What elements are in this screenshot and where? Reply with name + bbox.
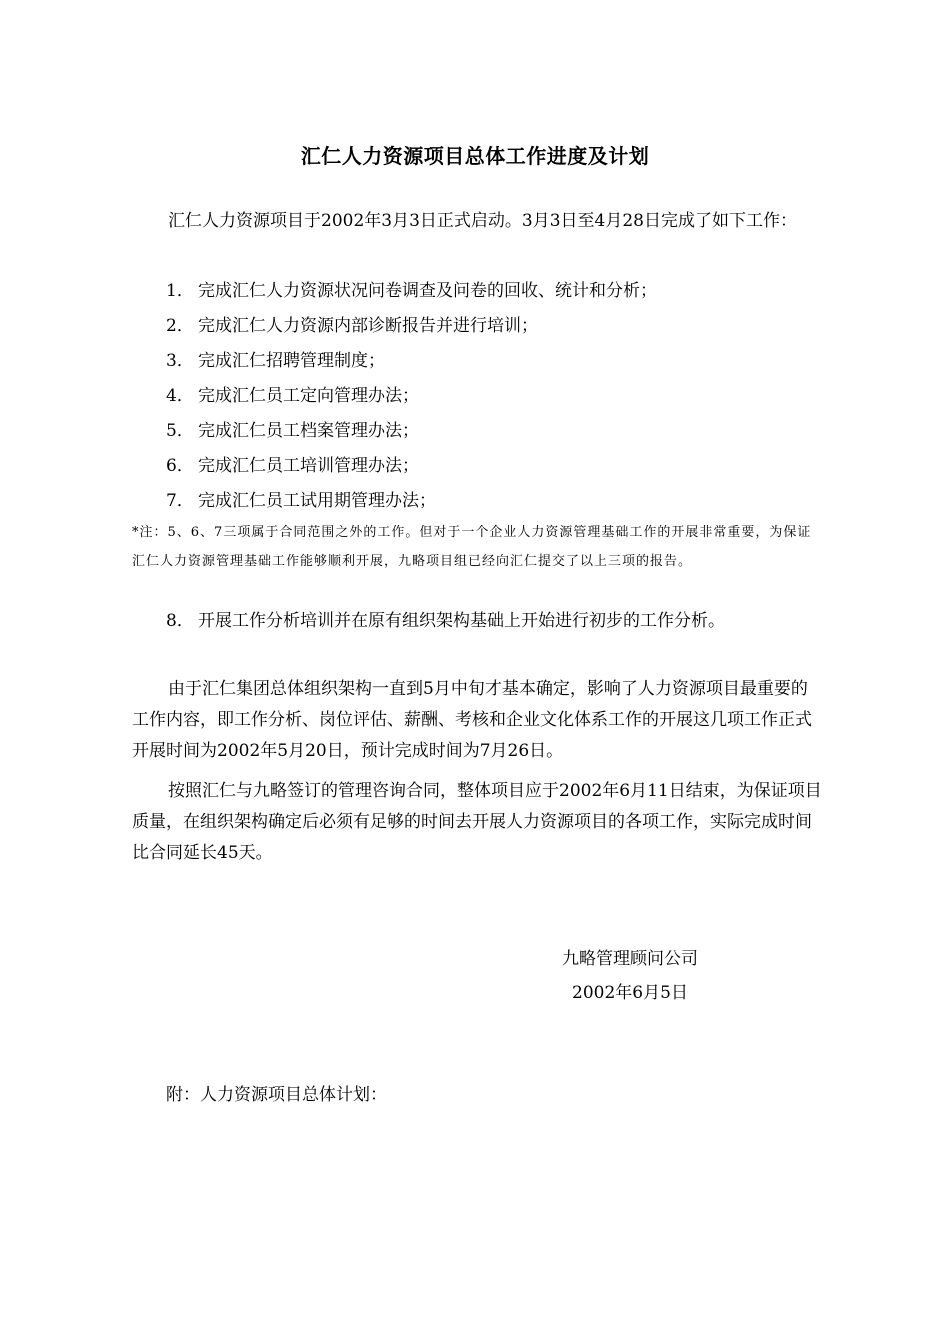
item-8-list [166,606,725,641]
list-item [166,346,657,381]
signature-date: 2002年6月5日 [572,983,688,1003]
list-item [166,416,657,451]
list-item-text: 完成汇仁人力资源内部诊断报告并进行培训； [198,316,538,336]
list-item [166,606,725,641]
intro-paragraph: 汇仁人力资源项目于2002年3月3日正式启动。3月3日至4月28日完成了如下工作： [168,211,797,231]
list-item-text: 开展工作分析培训并在原有组织架构基础上开始进行初步的工作分析。 [198,611,725,631]
list-item-number: 5． [166,421,194,441]
list-item [166,486,657,521]
list-item [166,311,657,346]
list-item-text: 完成汇仁员工试用期管理办法； [198,491,436,511]
list-item-number: 8． [166,611,194,631]
footnote: *注：5、6、7三项属于合同范围之外的工作。但对于一个企业人力资源管理基础工作的开展非常重要，为保证汇仁人力资源管理基础工作能够顺利开展，九略项目组已经向汇仁提交了以上三项的报告。 [132,525,812,569]
signature-organization: 九略管理顾问公司 [562,949,698,969]
delay-paragraph: 由于汇仁集团总体组织架构一直到5月中旬才基本确定，影响了人力资源项目最重要的工作内容，即工作分析、岗位评估、薪酬、考核和企业文化体系工作的开展这几项工作正式开展时间为2002年5月20日，预计完成时间为7月26日。 [132,679,812,761]
list-item [166,276,657,311]
list-item-text: 完成汇仁员工培训管理办法； [198,456,419,476]
list-item [166,451,657,486]
completed-work-list [166,276,657,521]
list-item-number: 2． [166,316,194,336]
appendix-label: 附：人力资源项目总体计划： [166,1085,387,1105]
page-title: 汇仁人力资源项目总体工作进度及计划 [300,144,650,168]
list-item-text: 完成汇仁人力资源状况问卷调查及问卷的回收、统计和分析； [198,281,657,301]
list-item [166,381,657,416]
contract-paragraph: 按照汇仁与九略签订的管理咨询合同，整体项目应于2002年6月11日结束，为保证项目质量，在组织架构确定后必须有足够的时间去开展人力资源项目的各项工作，实际完成时间比合同延长45天。 [132,781,822,863]
list-item-text: 完成汇仁员工档案管理办法； [198,421,419,441]
list-item-number: 7． [166,491,194,511]
list-item-number: 6． [166,456,194,476]
list-item-number: 4． [166,386,194,406]
list-item-text: 完成汇仁招聘管理制度； [198,351,385,371]
list-item-number: 3． [166,351,194,371]
list-item-text: 完成汇仁员工定向管理办法； [198,386,419,406]
list-item-number: 1． [166,281,194,301]
